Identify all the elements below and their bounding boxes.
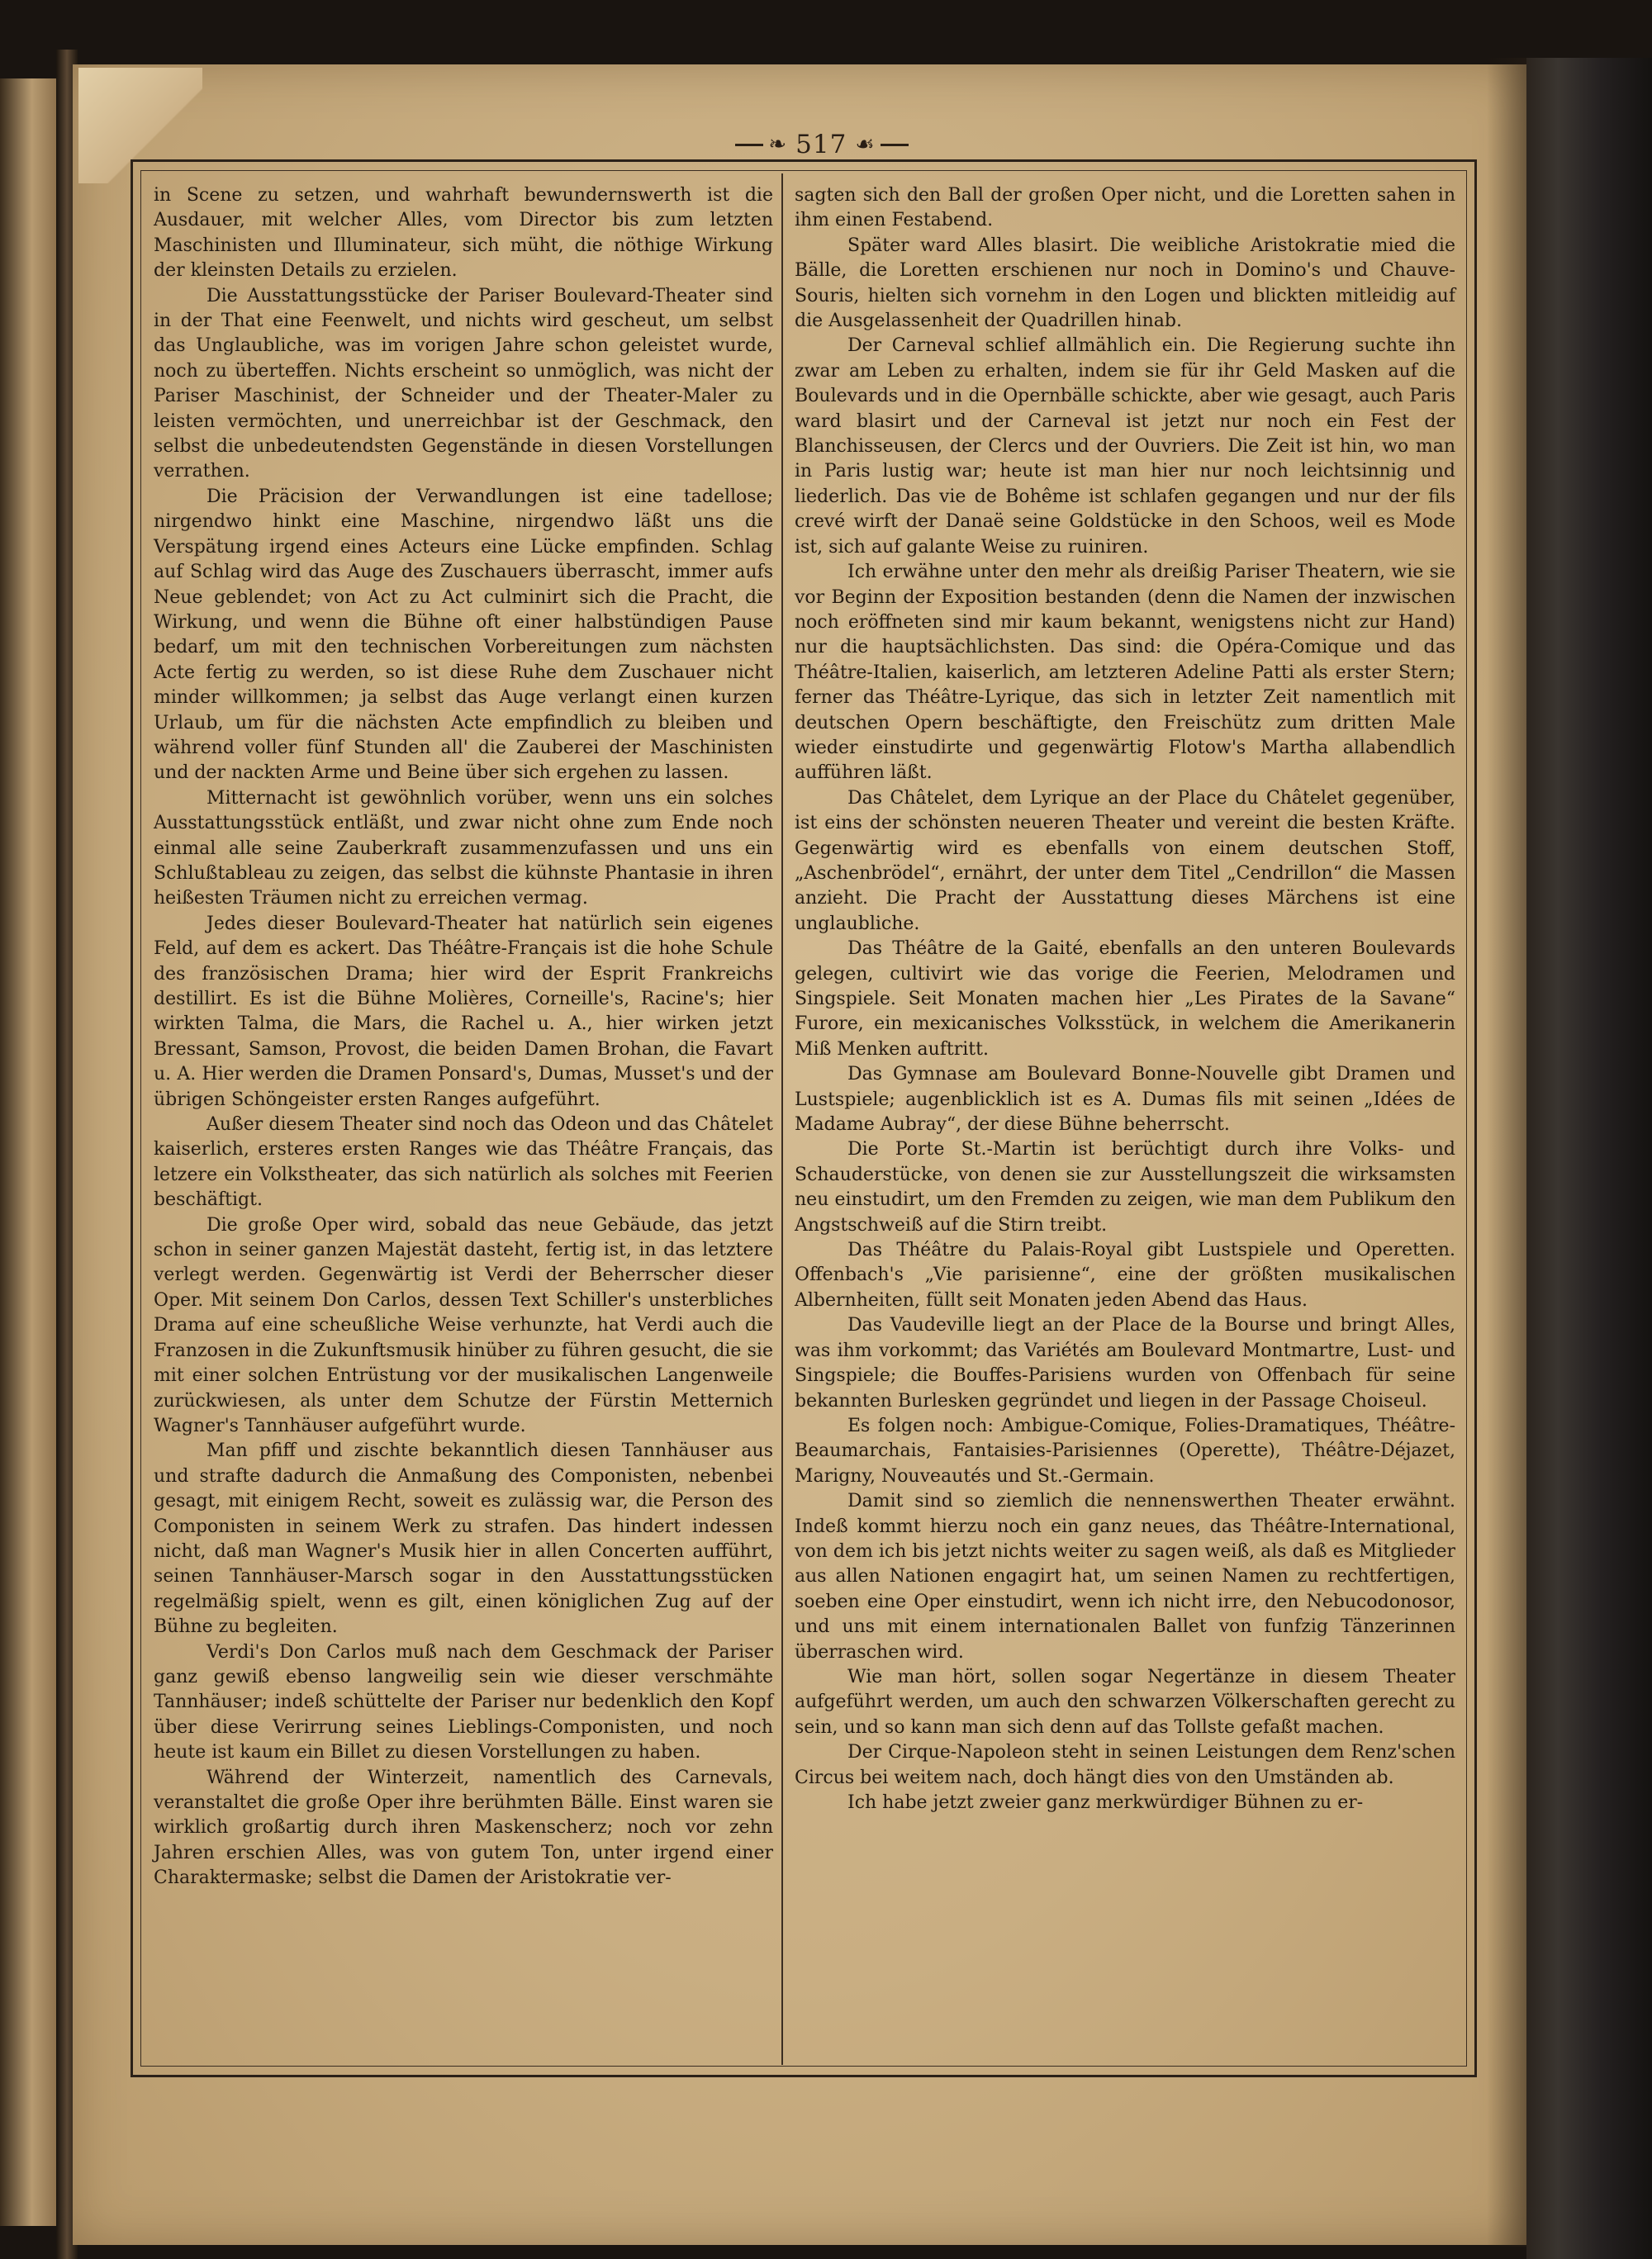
paragraph: Das Théâtre de la Gaité, ebenfalls an den unteren Boulevards gelegen, cultivirt wie das vorige die Feerien, Melodramen und Singspiele. Seit Monaten machen hier „Les Pirates de la Savane“ Furore, ein mexicanisches Volksstück, in welchem die Amerikanerin Miß Menken auftritt. (795, 938, 1455, 1060)
paragraph: Das Théâtre du Palais-Royal gibt Lustspiele und Operetten. Offenbach's „Vie parisienne“, eine der größten musikalischen Albernheiten, füllt seit Monaten jeden Abend das Haus. (795, 1240, 1455, 1311)
page-number: 517 (795, 130, 847, 159)
paragraph: Ich habe jetzt zweier ganz merkwürdiger Bühnen zu er- (847, 1792, 1364, 1813)
header-rule-right (881, 144, 909, 146)
paragraph: Wie man hört, sollen sogar Negertänze in diesem Theater aufgeführt werden, um auch den schwarzen Völkerschaften gerecht zu sein, und so kann man sich denn auf das Tollste gefaßt machen. (795, 1666, 1455, 1738)
previous-page-edge (0, 78, 59, 2226)
paragraph: in Scene zu setzen, und wahrhaft bewundernswerth ist die Ausdauer, mit welcher Alles, vom Director bis zum letzten Maschinisten und Illuminateur, sich müht, die nöthige Wirkung der kleinsten Details zu erzielen. (154, 185, 773, 282)
paragraph: Der Carneval schlief allmählich ein. Die Regierung suchte ihn zwar am Leben zu erhalten, indem sie für ihr Geld Masken auf die Boulevards und in die Opernbälle schickte, aber wie gesagt, auch Paris ward blasirt und der Carneval ist jetzt nur noch ein Fest der Blanchisseusen, der Clercs und der Ouvriers. Die Zeit ist hin, wo man in Paris lustig war; heute ist man hier nur noch leichtsinnig und liederlich. Das vie de Bohême ist schlafen gegangen und nur der fils crevé wirft der Danaë seine Goldstücke in den Schoos, weil es Mode ist, sich auf galante Weise zu ruiniren. (795, 335, 1455, 558)
paragraph: Die Porte St.-Martin ist berüchtigt durch ihre Volks- und Schauderstücke, von denen sie zur Ausstellungszeit die wirksamsten neu einstudirt, um den Fremden zu zeigen, wie man dem Publikum den Angstschweiß auf die Stirn treibt. (795, 1139, 1455, 1236)
paragraph: Die Präcision der Verwandlungen ist eine tadellose; nirgendwo hinkt eine Maschine, nirgendwo läßt uns die Verspätung irgend eines Acteurs eine Lücke empfinden. Schlag auf Schlag wird das Auge des Zuschauers überrascht, immer aufs Neue geblendet; von Act zu Act culminirt sich die Pracht, die Wirkung, und wenn die Bühne oft einer halbstündigen Pause bedarf, um mit den technischen Vorbereitungen zum nächsten Acte fertig zu werden, so ist diese Ruhe dem Zuschauer nicht minder willkommen; ja selbst das Auge verlangt einen kurzen Urlaub, um für die nächsten Acte empfindlich zu bleiben und während voller fünf Stunden all' die Zauberei der Maschinisten und der nackten Arme und Beine über sich ergehen zu lassen. (154, 486, 773, 784)
paragraph: Man pfiff und zischte bekanntlich diesen Tannhäuser aus und strafte dadurch die Anmaßung des Componisten, nebenbei gesagt, mit einigem Recht, soweit es zulässig war, die Person des Componisten in seinem Werk zu strafen. Das hindert indessen nicht, daß man Wagner's Musik hier in allen Concerten aufführt, seinen Tannhäuser-Marsch sogar in den Ausstattungsstücken regelmäßig spielt, wenn es gilt, einen königlichen Zug auf der Bühne zu begleiten. (154, 1440, 773, 1638)
paragraph: Damit sind so ziemlich die nennenswerthen Theater erwähnt. Indeß kommt hierzu noch ein ganz neues, das Théâtre-International, von dem ich bis jetzt nichts weiter zu sagen weiß, als daß es Mitglieder aus allen Nationen engagirt hat, um seinen Namen zu rechtfertigen, soeben eine Oper einstudirt, wenn ich nicht irre, den Nebucodonosor, und uns mit einem internationalen Ballet von funfzig Tänzerinnen überraschen wird. (795, 1491, 1455, 1663)
ornament-right-icon: ☙ (855, 132, 876, 157)
paragraph: Das Châtelet, dem Lyrique an der Place du Châtelet gegenüber, ist eins der schönsten neueren Theater und vereint die besten Kräfte. Gegenwärtig wird es ebenfalls von einem deutschen Stoff, „Aschenbrödel“, ernährt, der unter dem Titel „Cendrillon“ die Massen anzieht. Die Pracht der Ausstattung dieses Märchens ist eine unglaubliche. (795, 787, 1455, 934)
paragraph: Es folgen noch: Ambigue-Comique, Folies-Dramatiques, Théâtre-Beaumarchais, Fantaisies-Parisiennes (Operette), Théâtre-Déjazet, Marigny, Nouveautés und St.-Germain. (795, 1415, 1455, 1487)
paragraph: Während der Winterzeit, namentlich des Carnevals, veranstaltet die große Oper ihre berühmten Bälle. Einst waren sie wirklich großartig durch ihren Maskenscherz; noch vor zehn Jahren erschien Alles, was von gutem Ton, unter irgend einer Charaktermaske; selbst die Damen der Aristokratie ver- (154, 1767, 773, 1889)
paragraph: Mitternacht ist gewöhnlich vorüber, wenn uns ein solches Ausstattungsstück entläßt, und zwar nicht ohne zum Ende noch einmal alle seine Zauberkraft zusammenzufassen und uns ein Schlußtableau zu zeigen, das selbst die kühnste Phantasie in ihren heißesten Träumen nicht zu erreichen vermag. (154, 787, 773, 909)
paragraph: Später ward Alles blasirt. Die weibliche Aristokratie mied die Bälle, die Loretten erschienen nur noch in Domino's und Chauve-Souris, hielten sich vornehm in den Logen und blickten mitleidig auf die Ausgelassenheit der Quadrillen hinab. (795, 235, 1455, 332)
book-cover-edge (1526, 58, 1652, 2259)
paragraph: Ich erwähne unter den mehr als dreißig Pariser Theatern, wie sie vor Beginn der Exposition bestanden (denn die Namen der inzwischen noch eröffneten sind mir kaum bekannt, wenigstens nicht zur Hand) nur die hauptsächlichsten. Das sind: die Opéra-Comique und das Théâtre-Italien, kaiserlich, am letzteren Adeline Patti als erster Stern; ferner das Théâtre-Lyrique, das sich in letzter Zeit namentlich mit deutschen Opern beschäftigte, den Freischütz zum dritten Male wieder einstudirte und gegenwärtig Flotow's Martha allabendlich aufführen läßt. (795, 562, 1455, 784)
paragraph: Die große Oper wird, sobald das neue Gebäude, das jetzt schon in seiner ganzen Majestät dasteht, fertig ist, in das letztere verlegt werden. Gegenwärtig ist Verdi der Beherrscher dieser Oper. Mit seinem Don Carlos, dessen Text Schiller's unsterbliches Drama auf eine scheußliche Weise verhunzte, hat Verdi auch die Franzosen in die Zukunftsmusik hinüber zu führen gesucht, die sie mit einer solchen Entrüstung vor der musikalischen Langenweile zurückwiesen, als unter dem Schutze der Fürstin Metternich Wagner's Tannhäuser aufgeführt wurde. (154, 1214, 773, 1436)
paragraph: Der Cirque-Napoleon steht in seinen Leistungen dem Renz'schen Circus bei weitem nach, doch hängt dies von den Umständen ab. (795, 1742, 1455, 1788)
paragraph: Das Vaudeville liegt an der Place de la Bourse und bringt Alles, was ihm vorkommt; das Variétés am Boulevard Montmartre, Lust- und Singspiele; die Bouffes-Parisiens wurden von Offenbach für seine bekannten Burlesken gegründet und liegen in der Passage Choiseul. (795, 1315, 1455, 1412)
paragraph: Die Ausstattungsstücke der Pariser Boulevard-Theater sind in der That eine Feenwelt, und nichts wird gescheut, um selbst das Unglaubliche, was im vorigen Jahre schon geleistet wurde, noch zu überteffen. Nichts erscheint so unmöglich, was nicht der Pariser Maschinist, der Schneider und der Theater-Maler zu leisten vermöchten, und unerreichbar ist der Geschmack, den selbst die unbedeutendsten Gegenstände in diesen Vorstellungen verrathen. (154, 285, 773, 482)
left-column (154, 183, 773, 1891)
paragraph: Jedes dieser Boulevard-Theater hat natürlich sein eigenes Feld, auf dem es ackert. Das Théâtre-Français ist die hohe Schule des französischen Drama; hier wird der Esprit Frankreichs destillirt. Es ist die Bühne Molières, Corneille's, Racine's; hier wirkten Talma, die Mars, die Rachel u. A., hier wirken jetzt Bressant, Samson, Provost, die beiden Damen Brohan, die Favart u. A. Hier werden die Dramen Ponsard's, Dumas, Musset's und der übrigen Schöngeister ersten Ranges aufgeführt. (154, 913, 773, 1110)
paragraph: Das Gymnase am Boulevard Bonne-Nouvelle gibt Dramen und Lustspiele; augenblicklich ist es A. Dumas fils mit seinen „Idées de Madame Aubray“, der diese Bühne beherrscht. (795, 1064, 1455, 1136)
header-rule-left (735, 144, 763, 146)
column-divider (781, 173, 783, 2065)
paragraph: Außer diesem Theater sind noch das Odeon und das Châtelet kaiserlich, ersteres ersten Ranges wie das Théâtre Français, das letzere ein Volkstheater, das sich natürlich als solches mit Feerien beschäftigt. (154, 1114, 773, 1211)
ornament-left-icon: ❧ (768, 132, 788, 157)
paragraph: sagten sich den Ball der großen Oper nicht, und die Loretten sahen in ihm einen Festabend. (795, 185, 1455, 231)
paragraph: Verdi's Don Carlos muß nach dem Geschmack der Pariser ganz gewiß ebenso langweilig sein wie dieser verschmähte Tannhäuser; indeß schüttelte der Pariser nur bedenklich den Kopf über diese Verirrung seines Lieblings-Componisten, und noch heute ist kaum ein Billet zu diesen Vorstellungen zu haben. (154, 1641, 773, 1763)
right-column (795, 183, 1455, 1815)
